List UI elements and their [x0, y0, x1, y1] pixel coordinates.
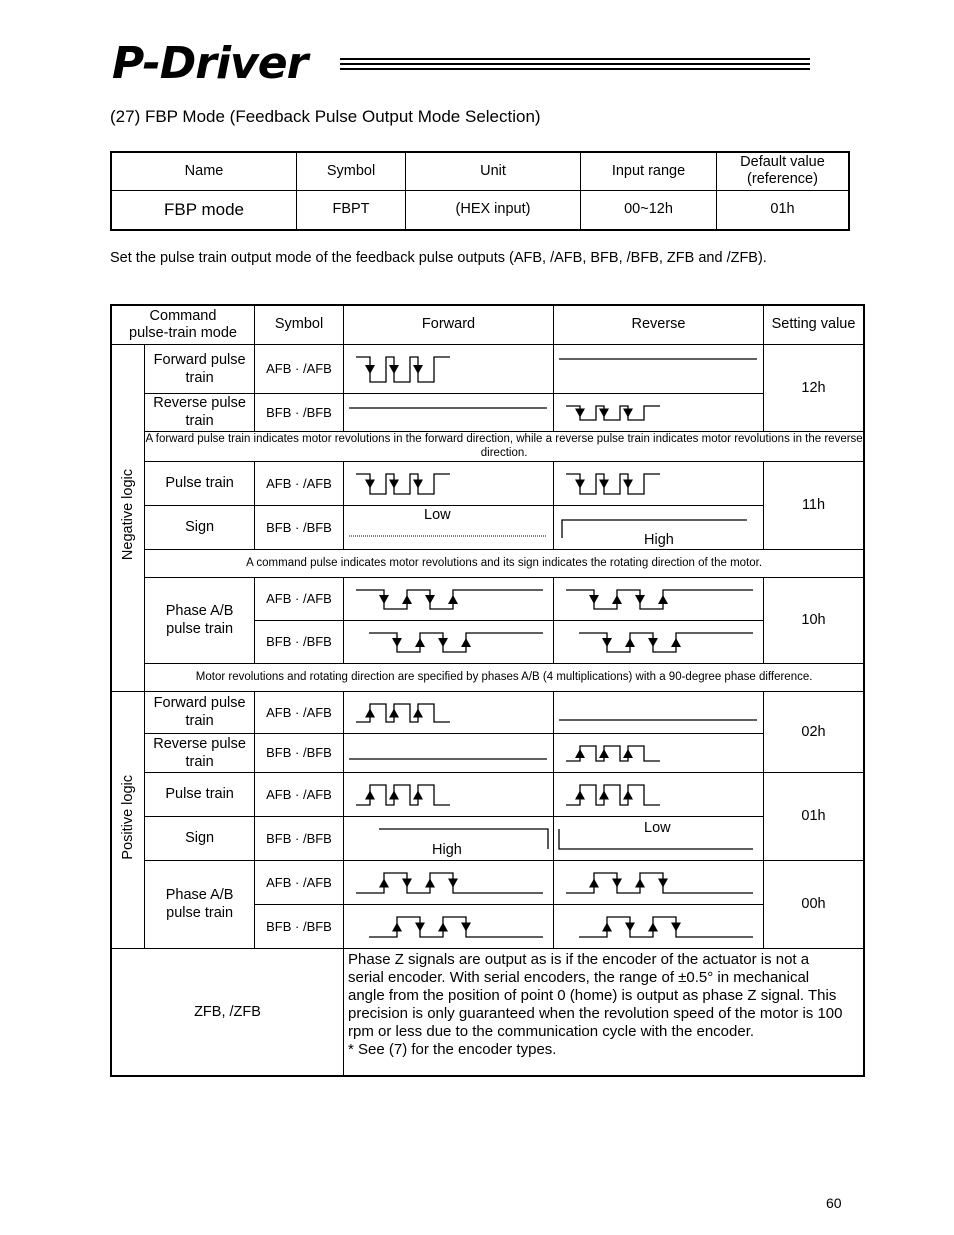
neg12-row1-label: Forward pulse train [145, 344, 255, 393]
header-name: Name [111, 152, 297, 190]
param-range: 00~12h [581, 190, 717, 230]
neg12-fwd-svg [344, 345, 553, 392]
pulse-train [566, 785, 660, 805]
neg10-row1-symbol: AFB · /AFB [255, 577, 344, 620]
neg11-rev-svg [554, 462, 763, 504]
parameter-table [110, 151, 850, 231]
neg11-row1-symbol: AFB · /AFB [255, 461, 344, 505]
pos02-reverse-wave [554, 691, 764, 733]
pos02-value: 02h [764, 691, 864, 772]
neg10-forward-b [344, 620, 554, 663]
pos00-rev-a-svg [554, 861, 763, 903]
pos00-reverse-a [554, 860, 764, 904]
pulse-train [566, 406, 660, 420]
neg10-fwd-a-svg [344, 578, 553, 619]
phase-a-wave [356, 873, 543, 893]
pos02-forward-wave-b [344, 733, 554, 772]
neg11-reverse-wave [554, 461, 764, 505]
sign-level [379, 829, 548, 849]
neg10-forward-a [344, 577, 554, 620]
neg11-high-label: High [644, 531, 674, 548]
pos02-rev-svg [554, 692, 763, 732]
neg10-rev-b-svg [554, 621, 763, 662]
neg11-row1-label: Pulse train [145, 461, 255, 505]
neg12-rev-svg [554, 345, 763, 392]
param-symbol: FBPT [297, 190, 406, 230]
pulse-train [356, 785, 450, 805]
pos02-fwd-svg [344, 692, 553, 732]
header-symbol: Symbol [297, 152, 406, 190]
neg12-reverse-wave-b [554, 393, 764, 431]
phase-a-wave [566, 873, 753, 893]
neg12-row1-symbol: AFB · /AFB [255, 344, 344, 393]
neg11-sign-reverse [554, 505, 764, 549]
pos02-fwd-b-svg [344, 734, 553, 771]
header-input-range: Input range [581, 152, 717, 190]
zfb-label: ZFB, /ZFB [111, 948, 344, 1076]
pos01-low-label: Low [644, 819, 671, 836]
pos01-row1-symbol: AFB · /AFB [255, 772, 344, 816]
neg12-rev-b-svg [554, 394, 763, 430]
pos00-row1-symbol: AFB · /AFB [255, 860, 344, 904]
header-reverse: Reverse [554, 305, 764, 344]
pos00-row2-symbol: BFB · /BFB [255, 904, 344, 948]
param-default: 01h [717, 190, 850, 230]
pos00-fwd-b-svg [344, 905, 553, 947]
pos02-rev-b-svg [554, 734, 763, 771]
header-symbol: Symbol [255, 305, 344, 344]
header-forward: Forward [344, 305, 554, 344]
param-name: FBP mode [111, 190, 297, 230]
description: Set the pulse train output mode of the feedback pulse outputs (AFB, /AFB, BFB, /BFB, ZFB and /ZFB). [110, 250, 767, 266]
pulse-train [566, 746, 660, 761]
pos00-reverse-b [554, 904, 764, 948]
neg11-forward-wave [344, 461, 554, 505]
neg12-reverse-wave [554, 344, 764, 393]
pulse-train [356, 704, 450, 722]
neg10-note: Motor revolutions and rotating direction are specified by phases A/B (4 multiplications) with a 90-degree phase difference. [145, 663, 864, 691]
pos01-row2-symbol: BFB · /BFB [255, 816, 344, 860]
pos01-sign-reverse [554, 816, 764, 860]
mode-table [110, 304, 865, 1077]
pos01-forward-wave [344, 772, 554, 816]
pos01-fwd-svg [344, 773, 553, 815]
pos01-value: 01h [764, 772, 864, 860]
header-mode: Command pulse-train mode [111, 305, 255, 344]
pos02-row2-symbol: BFB · /BFB [255, 733, 344, 772]
pos02-row1-symbol: AFB · /AFB [255, 691, 344, 733]
neg11-low-label: Low [424, 506, 451, 523]
neg10-label: Phase A/B pulse train [145, 577, 255, 663]
section-title: (27) FBP Mode (Feedback Pulse Output Mode Selection) [110, 107, 541, 126]
pos02-reverse-wave-b [554, 733, 764, 772]
pulse-train [566, 474, 660, 494]
neg10-rev-a-svg [554, 578, 763, 619]
neg12-fwd-b-svg [344, 394, 553, 430]
pos00-forward-a [344, 860, 554, 904]
pos02-row1-label: Forward pulse train [145, 691, 255, 733]
pos02-row2-label: Reverse pulse train [145, 733, 255, 772]
neg12-note: A forward pulse train indicates motor revolutions in the forward direction, while a reverse pulse train indicates motor revolutions in the reverse direction. [145, 433, 863, 459]
pos01-rev-svg [554, 773, 763, 815]
phase-a-wave [566, 590, 753, 609]
pos01-sign-forward [344, 816, 554, 860]
neg10-value: 10h [764, 577, 864, 663]
neg11-sign-forward [344, 505, 554, 549]
negative-logic-label: Negative logic [111, 344, 145, 691]
header-unit: Unit [406, 152, 581, 190]
neg11-value: 11h [764, 461, 864, 549]
header-default: Default value (reference) [717, 152, 850, 190]
neg11-row2-symbol: BFB · /BFB [255, 505, 344, 549]
neg12-value: 12h [764, 344, 864, 431]
pos00-value: 00h [764, 860, 864, 948]
p-driver-logo: P-Driver [112, 38, 308, 89]
page-number: 60 [826, 1195, 842, 1211]
pos01-row1-label: Pulse train [145, 772, 255, 816]
pulse-train [356, 357, 450, 382]
neg10-reverse-a [554, 577, 764, 620]
logo-rule [340, 58, 810, 80]
pos00-label: Phase A/B pulse train [145, 860, 255, 948]
param-unit: (HEX input) [406, 190, 581, 230]
zfb-description: Phase Z signals are output as is if the encoder of the actuator is not a serial encoder. With serial encoders, the range of ±0.5° in mechanical angle from the position of point 0 (home) is output as phase Z signal. This precision is only guaranteed when the revolution speed of the motor is 100 rpm or less due to the communication cycle with the encoder. * See (7) for the encoder types. [344, 948, 865, 1076]
pos00-forward-b [344, 904, 554, 948]
neg11-fwd-svg [344, 462, 553, 504]
neg12-forward-wave-b [344, 393, 554, 431]
pos00-fwd-a-svg [344, 861, 553, 903]
neg11-row2-label: Sign [145, 505, 255, 549]
phase-a-wave [356, 590, 543, 609]
pulse-train [356, 474, 450, 494]
neg10-row2-symbol: BFB · /BFB [255, 620, 344, 663]
positive-logic-label: Positive logic [111, 691, 145, 948]
neg12-row2-label: Reverse pulse train [145, 393, 255, 431]
neg10-reverse-b [554, 620, 764, 663]
header-setting: Setting value [764, 305, 864, 344]
pos01-high-label: High [432, 841, 462, 858]
neg12-forward-wave [344, 344, 554, 393]
pos01-reverse-wave [554, 772, 764, 816]
pos00-rev-b-svg [554, 905, 763, 947]
pos02-forward-wave [344, 691, 554, 733]
neg12-row2-symbol: BFB · /BFB [255, 393, 344, 431]
neg10-fwd-b-svg [344, 621, 553, 662]
neg11-note: A command pulse indicates motor revolutions and its sign indicates the rotating direction of the motor. [145, 549, 864, 577]
pos01-row2-label: Sign [145, 816, 255, 860]
